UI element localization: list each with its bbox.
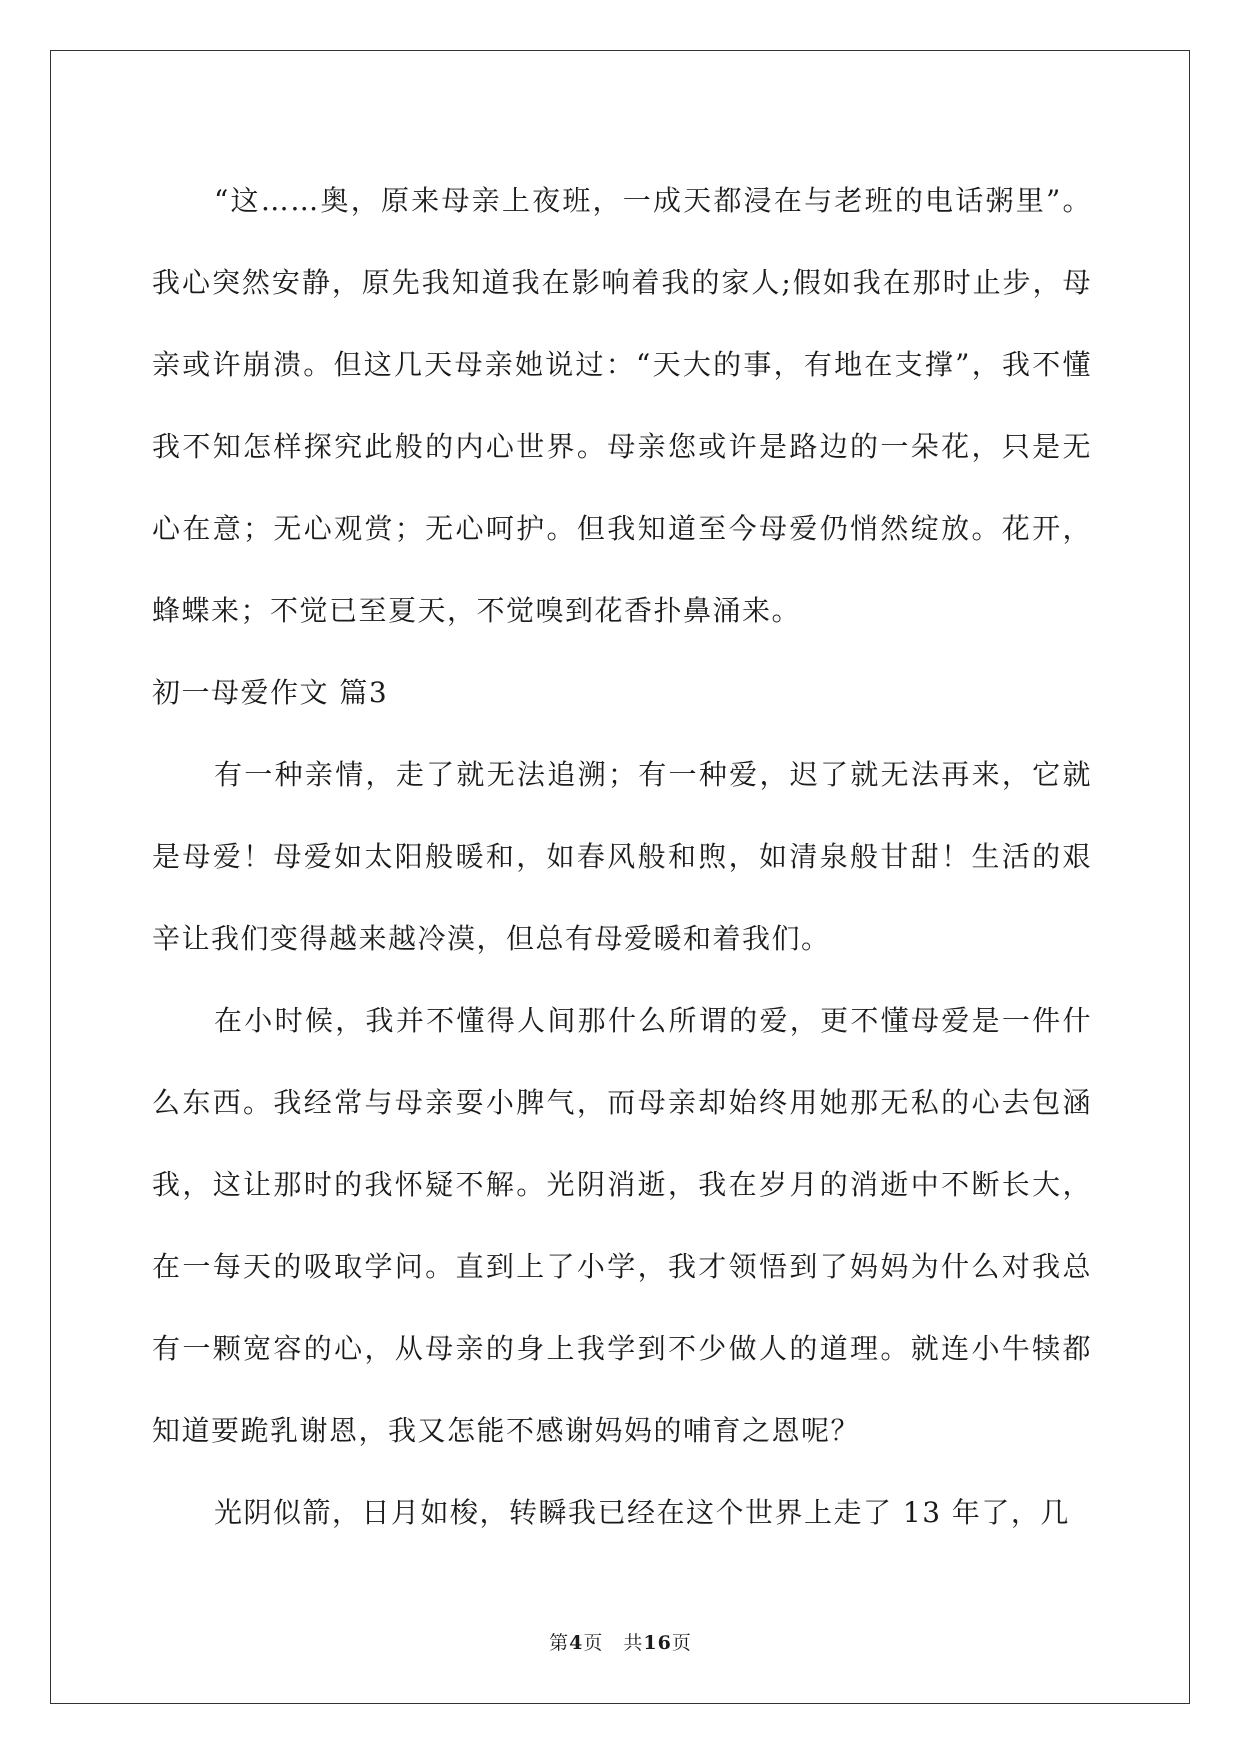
page-footer	[0, 1628, 1241, 1655]
section-heading: 初一母爱作文 篇3	[152, 676, 389, 709]
paragraph-2: 有一种亲情，走了就无法追溯；有一种爱，迟了就无法再来，它就是母爱！母爱如太阳般暖和，如春风般和煦，如清泉般甘甜！生活的艰辛让我们变得越来越冷漠，但总有母爱暖和着我们。	[152, 758, 1092, 955]
paragraph-3: 在小时候，我并不懂得人间那什么所谓的爱，更不懂母爱是一件什么东西。我经常与母亲耍小脾气，而母亲却始终用她那无私的心去包涵我，这让那时的我怀疑不解。光阴消逝，我在岁月的消逝中不断长大，在一每天的吸取学问。直到上了小学，我才领悟到了妈妈为什么对我总有一颗宽容的心，从母亲的身上我学到不少做人的道理。就连小牛犊都知道要跪乳谢恩，我又怎能不感谢妈妈的哺育之恩呢？	[152, 1004, 1092, 1447]
paragraph-1: “这……奥，原来母亲上夜班，一成天都浸在与老班的电话粥里”。我心突然安静，原先我知道我在影响着我的家人;假如我在那时止步，母亲或许崩溃。但这几天母亲她说过：“天大的事，有地在支撑”，我不懂我不知怎样探究此般的内心世界。母亲您或许是路边的一朵花，只是无心在意；无心观赏；无心呵护。但我知道至今母爱仍悄然绽放。花开，蜂蝶来；不觉已至夏天，不觉嗅到花香扑鼻涌来。	[152, 184, 1092, 627]
document-body	[152, 160, 1092, 1554]
footer-page-suffix: 页	[583, 1632, 604, 1654]
footer-total-suffix: 页	[671, 1632, 692, 1654]
paragraph-4: 光阴似箭，日月如梭，转瞬我已经在这个世界上走了 13 年了，几	[214, 1496, 1070, 1529]
footer-total-prefix: 共	[623, 1632, 644, 1654]
footer-page-prefix: 第	[549, 1632, 570, 1654]
footer-page-number: 4	[569, 1632, 584, 1654]
footer-total-pages: 16	[643, 1632, 672, 1654]
